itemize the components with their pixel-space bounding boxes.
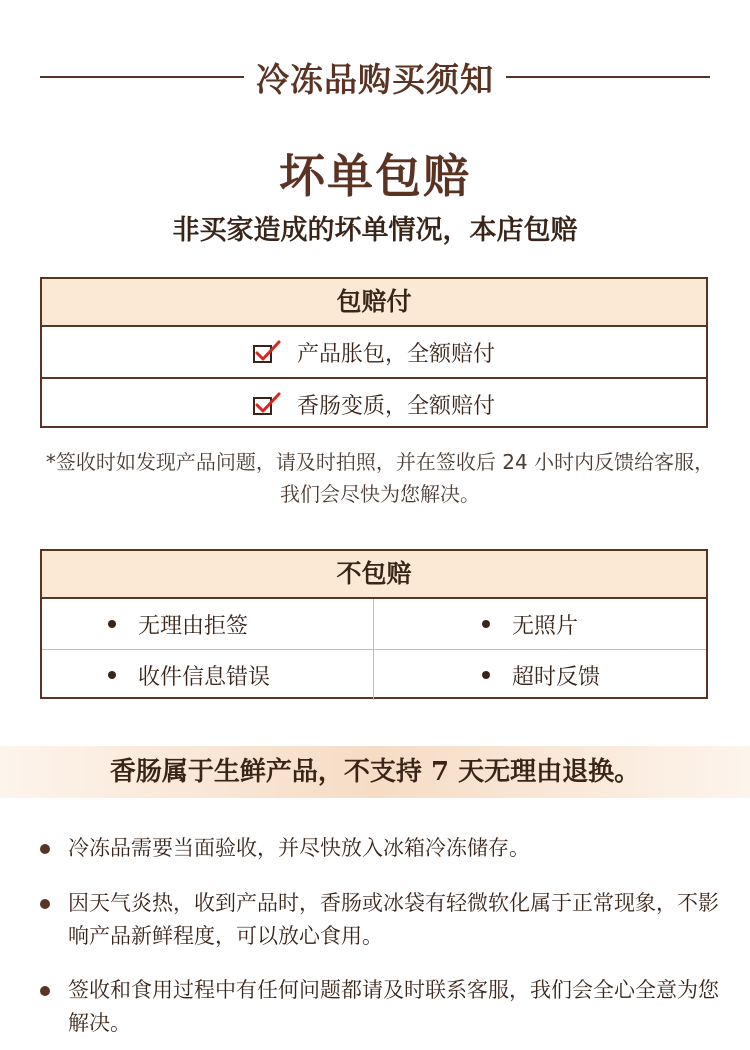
bullet-icon [40,844,50,854]
compensate-row [42,327,706,377]
no-compensate-heading: 不包赔 [42,551,706,599]
page-title: 冷冻品购买须知 [256,59,494,99]
no-compensate-grid [42,599,706,700]
no-compensate-item: 无理由拒签 [42,599,374,649]
tip-item [40,887,720,953]
bullet-icon [482,620,490,628]
compensate-row-label: 香肠变质，全额赔付 [296,393,495,419]
tip-text: 冷冻品需要当面验收，并尽快放入冰箱冷冻储存。 [68,836,530,860]
return-policy-banner: 香肠属于生鲜产品，不支持 7 天无理由退换。 [0,746,750,798]
bullet-icon [40,986,50,996]
guarantee-subtitle: 非买家造成的坏单情况，本店包赔 [172,215,578,246]
sign-note: *签收时如发现产品问题，请及时拍照，并在签收后 24 小时内反馈给客服，我们会尽快为您解决。 [45,450,715,506]
tip-item [40,832,720,865]
bullet-icon [40,899,50,909]
bullet-icon [108,671,116,679]
header-right-rule [506,76,710,78]
compensate-row [42,377,706,429]
no-compensate-item: 收件信息错误 [42,649,374,700]
compensate-row-label: 产品胀包，全额赔付 [296,341,495,367]
tip-text: 签收和食用过程中有任何问题都请及时联系客服，我们会全心全意为您解决。 [68,978,719,1035]
checkbox-checked-icon [253,340,281,364]
no-compensate-table [40,549,708,699]
compensate-heading: 包赔付 [42,279,706,327]
tip-item [40,974,720,1040]
page-header [40,55,710,99]
checkbox-checked-icon [253,392,281,416]
bullet-icon [108,620,116,628]
guarantee-title: 坏单包赔 [279,149,471,203]
no-compensate-item: 超时反馈 [374,649,706,700]
compensate-table [40,277,708,428]
no-compensate-item: 无照片 [374,599,706,649]
bullet-icon [482,671,490,679]
header-left-rule [40,76,244,78]
tip-text: 因天气炎热，收到产品时，香肠或冰袋有轻微软化属于正常现象，不影响产品新鲜程度，可以放心食用。 [68,891,719,948]
